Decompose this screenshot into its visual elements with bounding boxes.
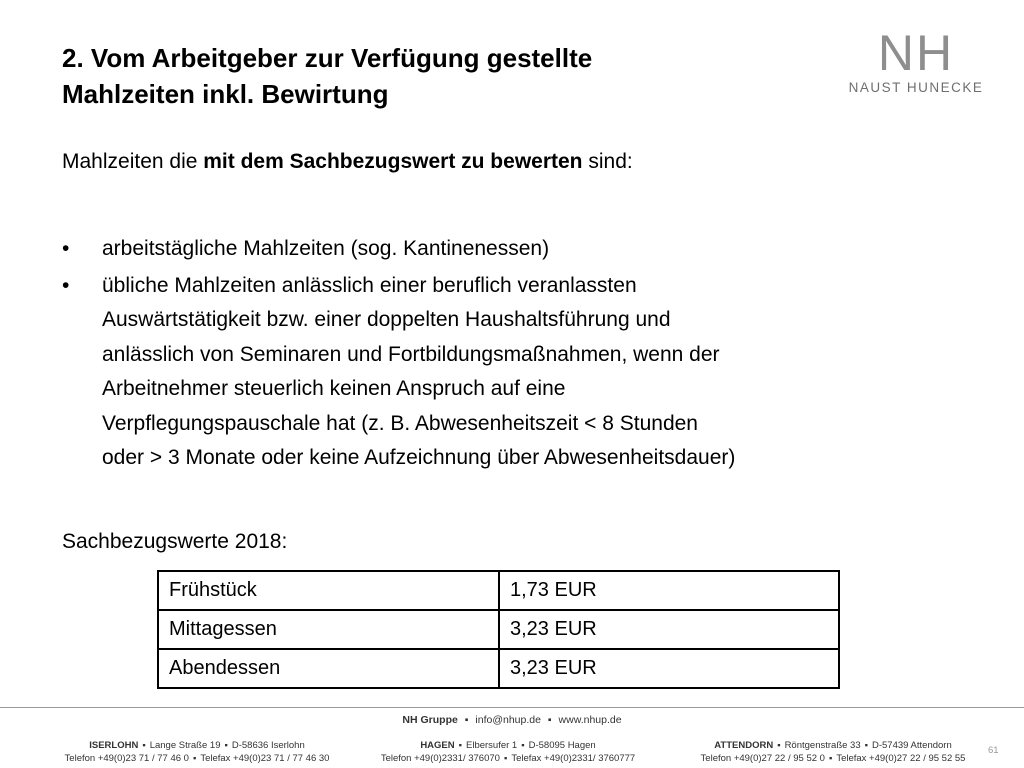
company-logo [836,25,996,95]
bullet-line: Arbeitnehmer steuerlich keinen Anspruch auf eine [102,377,566,400]
office-zip: D-57439 Attendorn [871,740,952,751]
footer-separator: ▪ [547,714,552,726]
title-line-2: Mahlzeiten inkl. Bewirtung [62,79,389,109]
table-row [158,610,839,649]
meal-values-table [157,570,840,689]
bullet-line: anlässlich von Seminaren und Fortbildungsmaßnahmen, wenn der [102,342,720,366]
bullet-line: übliche Mahlzeiten anlässlich einer beruflich veranlassten [102,273,637,297]
office-phone: Telefon +49(0)27 22 / 95 52 0 [700,753,825,764]
meal-cell: Mittagessen [158,610,499,649]
office-zip: D-58636 Iserlohn [231,740,305,751]
footer-separator: ▪ [777,740,781,751]
footer-email[interactable]: info@nhup.de [475,714,541,726]
slide-title [62,40,822,112]
footer-separator: ▪ [142,740,146,751]
footer-separator: ▪ [224,740,228,751]
footer-separator: ▪ [864,740,868,751]
office-city: ISERLOHN [89,740,139,751]
intro-prefix: Mahlzeiten die [62,150,204,173]
office-fax: Telefax +49(0)27 22 / 95 52 55 [836,753,966,764]
footer-group: NH Gruppe [402,714,458,726]
office-address: Elbersufer 1 [466,740,518,751]
office-phone: Telefon +49(0)23 71 / 77 46 0 [64,753,189,764]
logo-name: NAUST HUNECKE [848,80,984,95]
footer-web[interactable]: www.nhup.de [558,714,622,726]
bullet-marker: • [62,273,70,297]
bullet-line: Verpflegungspauschale hat (z. B. Abwesenheitszeit < 8 Stunden [102,411,698,435]
bullet-line: arbeitstägliche Mahlzeiten (sog. Kantinenessen) [102,237,550,260]
meal-cell: Abendessen [158,649,499,688]
value-cell: 3,23 EUR [499,649,839,688]
page-number: 61 [988,745,999,756]
value-cell: 3,23 EUR [499,610,839,649]
values-heading: Sachbezugswerte 2018: [62,530,288,553]
office-city: HAGEN [420,740,455,751]
office-hagen [366,739,650,765]
bullet-line: Auswärtstätigkeit bzw. einer doppelten Haushaltsführung und [102,308,671,331]
intro-text [62,146,633,178]
bullet-marker: • [62,237,70,260]
office-attendorn [688,739,978,765]
bullet-item [62,232,982,267]
meal-cell: Frühstück [158,571,499,610]
intro-suffix: sind: [582,150,633,173]
office-address: Lange Straße 19 [149,740,221,751]
office-fax: Telefax +49(0)23 71 / 77 46 30 [200,753,330,764]
footer-contact [0,714,1024,726]
footer-separator: ▪ [503,753,508,764]
office-phone: Telefon +49(0)2331/ 376070 [380,753,500,764]
office-fax: Telefax +49(0)2331/ 3760777 [511,753,636,764]
bullet-line: oder > 3 Monate oder keine Aufzeichnung über Abwesenheitsdauer) [102,446,736,469]
bullet-item [62,269,982,476]
title-line-1: 2. Vom Arbeitgeber zur Verfügung gestellte [62,43,593,73]
office-address: Röntgenstraße 33 [784,740,861,751]
intro-bold: mit dem Sachbezugswert zu bewerten [203,150,583,173]
bullet-list [62,232,982,478]
office-city: ATTENDORN [714,740,774,751]
office-zip: D-58095 Hagen [528,740,596,751]
logo-mark: NH [877,25,955,81]
office-iserlohn [52,739,342,765]
table-row [158,571,839,610]
footer-separator: ▪ [464,714,469,726]
footer-divider [0,707,1024,708]
table-row [158,649,839,688]
value-cell: 1,73 EUR [499,571,839,610]
footer-separator: ▪ [828,753,833,764]
footer-separator: ▪ [192,753,197,764]
footer-separator: ▪ [521,740,525,751]
footer-separator: ▪ [458,740,462,751]
